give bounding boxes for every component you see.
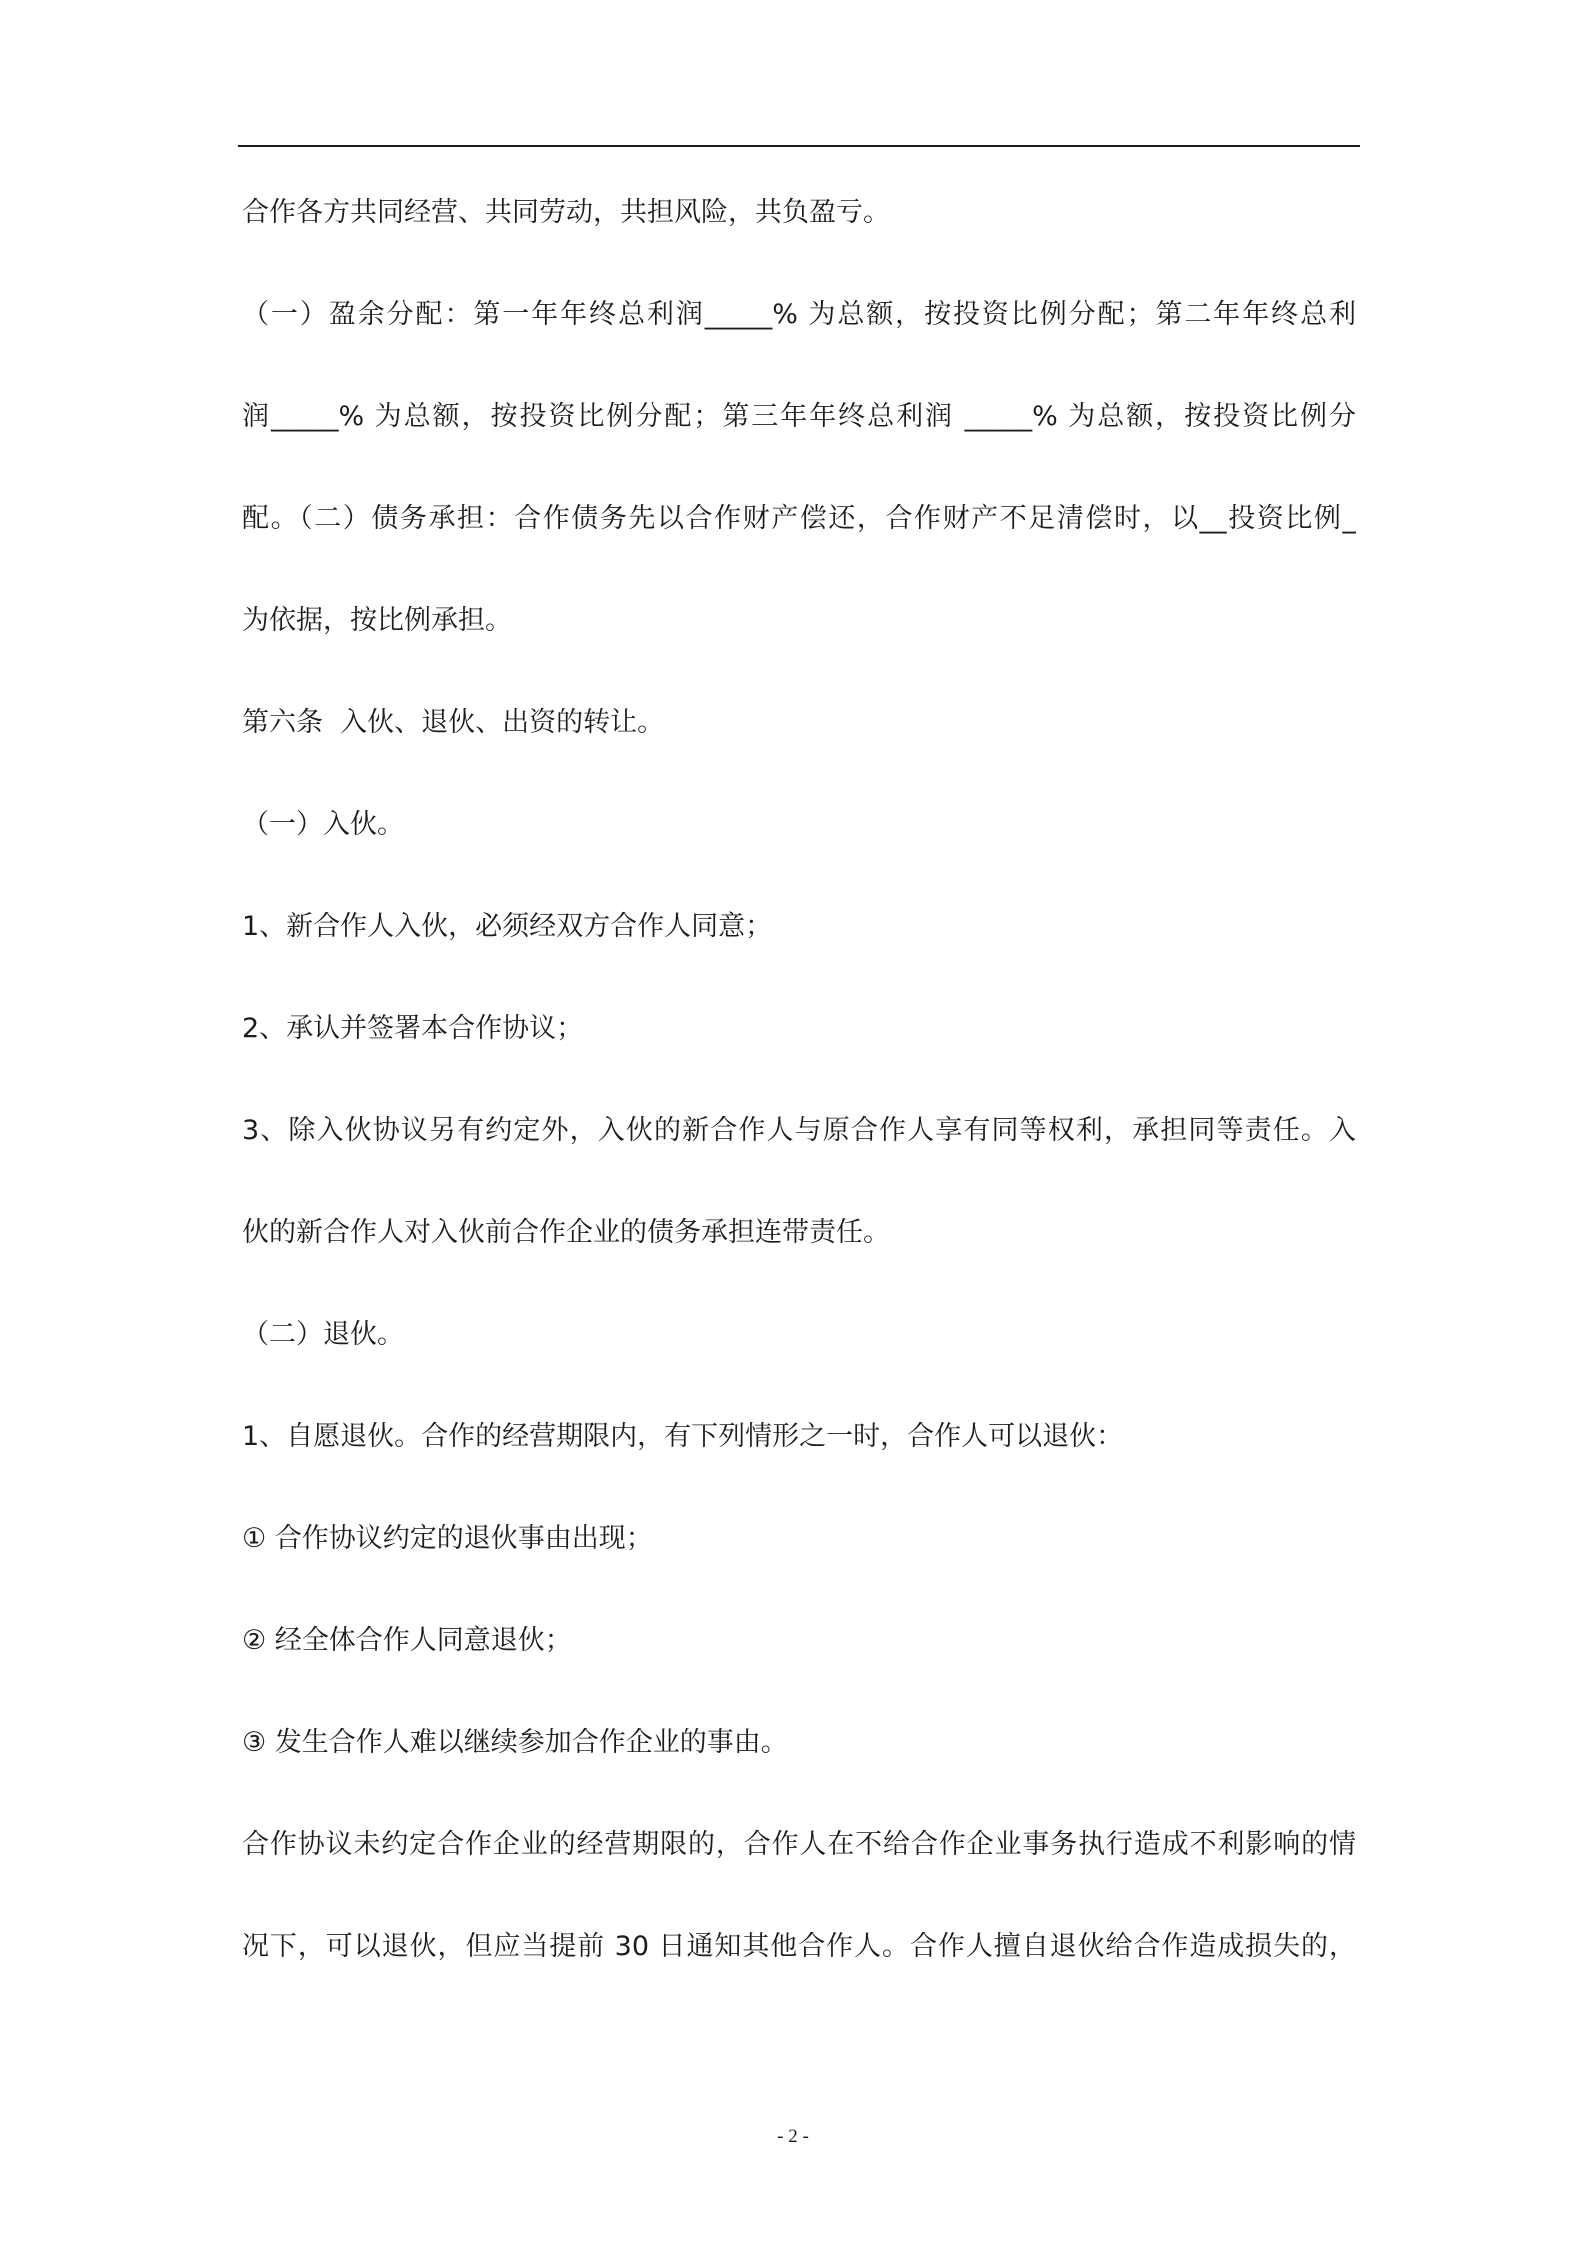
subsection-heading: （二）退伙。 [242,1319,404,1350]
paragraph-line: 配。（二）债务承担：合作债务先以合作财产偿还，合作财产不足清偿时，以__投资比例_ [242,503,1356,534]
list-item: 2、承认并签署本合作协议； [242,1013,584,1044]
paragraph-line: 润_____% 为总额，按投资比例分配；第三年年终总利润 _____% 为总额，按投资比例分 [242,401,1356,432]
page-number: - 2 - [777,2126,809,2147]
list-item: ② 经全体合作人同意退伙； [242,1625,572,1656]
list-item: 3、除入伙协议另有约定外，入伙的新合作人与原合作人享有同等权利，承担同等责任。入 [242,1115,1356,1146]
paragraph-line: 伙的新合作人对入伙前合作企业的债务承担连带责任。 [242,1217,890,1248]
header-rule [238,145,1360,147]
paragraph-line: （一）盈余分配：第一年年终总利润_____% 为总额，按投资比例分配；第二年年终总利 [242,299,1356,330]
article-heading: 第六条 入伙、退伙、出资的转让。 [242,707,665,738]
list-item: 1、新合作人入伙，必须经双方合作人同意； [242,911,773,942]
list-item: ③ 发生合作人难以继续参加合作企业的事由。 [242,1727,788,1758]
list-item: 1、自愿退伙。合作的经营期限内，有下列情形之一时，合作人可以退伙： [242,1421,1124,1452]
paragraph-line: 为依据，按比例承担。 [242,605,512,636]
paragraph-line: 合作各方共同经营、共同劳动，共担风险，共负盈亏。 [242,197,890,228]
list-item: ① 合作协议约定的退伙事由出现； [242,1523,653,1554]
paragraph-line: 况下，可以退伙，但应当提前 30 日通知其他合作人。合作人擅自退伙给合作造成损失的， [242,1931,1356,1962]
subsection-heading: （一）入伙。 [242,809,404,840]
paragraph-line: 合作协议未约定合作企业的经营期限的，合作人在不给合作企业事务执行造成不利影响的情 [242,1829,1356,1860]
document-body [242,162,1356,1998]
